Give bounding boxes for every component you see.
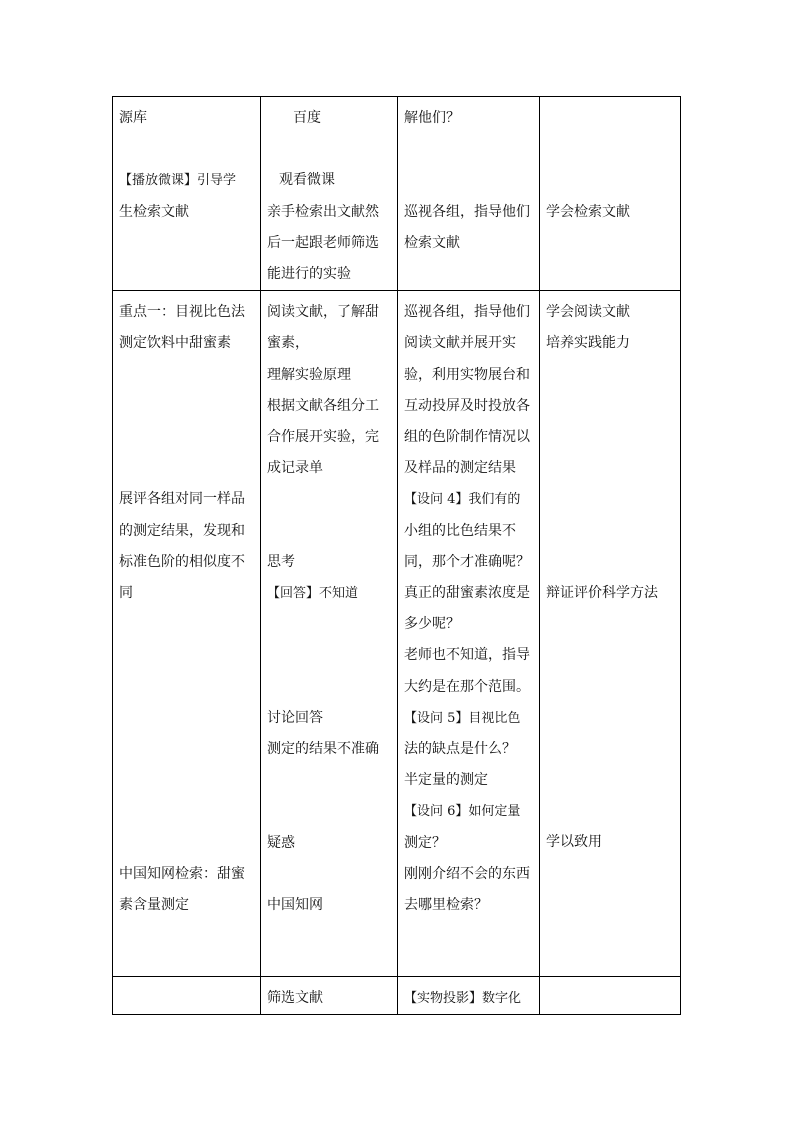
text-line: 同，那个才准确呢？ (404, 553, 530, 570)
text-line: 百度 (293, 110, 321, 126)
table-row (113, 97, 681, 291)
student-activity-cell (261, 291, 398, 977)
text-line: 培养实践能力 (546, 335, 630, 352)
text-line: 及样品的测定结果 (404, 460, 516, 477)
text-line: 老师也不知道，指导 (404, 647, 530, 664)
text-line: 阅读文献并展开实 (404, 335, 516, 352)
text-line: 组的色阶制作情况以 (404, 429, 530, 446)
text-line: 检索文献 (404, 234, 460, 251)
design-intent-cell (540, 291, 681, 977)
blank-line (546, 547, 674, 578)
blank-line (546, 765, 674, 796)
blank-line (546, 391, 674, 422)
text-line: 多少呢？ (404, 616, 460, 633)
blank-line (267, 672, 391, 703)
blank-line (546, 516, 674, 547)
blank-line (119, 703, 254, 734)
blank-line (546, 134, 674, 165)
lesson-plan-table (112, 96, 681, 1015)
blank-line (119, 422, 254, 453)
blank-line (119, 765, 254, 796)
blank-line (267, 484, 391, 515)
text-line: 测定？ (404, 834, 446, 851)
blank-line (119, 827, 254, 858)
text-line: 【实物投影】数字化 (404, 991, 522, 1007)
blank-line (546, 734, 674, 765)
blank-line (119, 672, 254, 703)
teacher-activity-cell (398, 977, 540, 1015)
text-line: 生检索文献 (119, 203, 189, 220)
text-line: 观看微课 (279, 172, 335, 189)
text-line: 验，利用实物展台和 (404, 366, 530, 383)
text-line: 标准色阶的相似度不 (119, 553, 245, 570)
table-row (113, 291, 681, 977)
design-intent-cell (540, 977, 681, 1015)
text-line: 成记录单 (267, 460, 323, 477)
blank-line (119, 360, 254, 391)
blank-line (267, 516, 391, 547)
blank-line (404, 165, 533, 196)
text-line: 小组的比色结果不 (404, 522, 516, 539)
content-cell (113, 291, 261, 977)
text-line: 半定量的测定 (404, 772, 488, 789)
text-line: 同 (119, 584, 133, 601)
text-line: 理解实验原理 (267, 366, 351, 383)
blank-line (119, 134, 254, 165)
blank-line (119, 796, 254, 827)
text-line: 的测定结果，发现和 (119, 522, 245, 539)
text-line: 去哪里检索？ (404, 897, 488, 914)
blank-line (119, 391, 254, 422)
teacher-activity-cell (398, 291, 540, 977)
text-line: 根据文献各组分工 (267, 397, 379, 414)
text-line: 巡视各组，指导他们 (404, 304, 530, 321)
text-line: 学以致用 (546, 834, 602, 851)
blank-line (546, 640, 674, 671)
design-intent-cell (540, 97, 681, 291)
content-cell (113, 97, 261, 291)
text-line: 蜜素， (267, 335, 309, 352)
text-line: 【设问 4】我们有的 (404, 492, 521, 508)
text-line: 素含量测定 (119, 896, 189, 913)
text-line: 能进行的实验 (267, 266, 351, 282)
text-line: 学会阅读文献 (546, 304, 630, 321)
blank-line (119, 734, 254, 765)
blank-line (546, 484, 674, 515)
student-activity-cell (261, 977, 398, 1015)
text-line: 解他们？ (404, 110, 460, 126)
blank-line (546, 422, 674, 453)
text-line: 测定的结果不准确 (267, 740, 379, 757)
text-line: 真正的甜蜜素浓度是 (404, 585, 530, 602)
blank-line (546, 796, 674, 827)
text-line: 后一起跟老师筛选 (267, 234, 379, 251)
blank-line (267, 796, 391, 827)
text-line: 合作展开实验，完 (267, 429, 379, 446)
blank-line (546, 672, 674, 703)
text-line: 亲手检索出文献然 (267, 203, 379, 220)
teacher-activity-cell (398, 97, 540, 291)
text-line: 巡视各组，指导他们 (404, 203, 530, 220)
text-line: 源库 (119, 110, 147, 126)
text-line: 阅读文献，了解甜 (267, 304, 379, 321)
text-line: 讨论回答 (267, 709, 323, 726)
text-line: 疑惑 (267, 834, 295, 851)
blank-line (267, 609, 391, 640)
blank-line (546, 609, 674, 640)
text-line: 【回答】不知道 (267, 586, 359, 601)
text-line: 测定饮料中甜蜜素 (119, 335, 231, 352)
blank-line (267, 859, 391, 890)
blank-line (267, 640, 391, 671)
text-line: 大约是在那个范围。 (404, 678, 530, 695)
text-line: 互动投屏及时投放各 (404, 397, 530, 414)
blank-line (546, 453, 674, 484)
text-line: 重点一：目视比色法 (119, 304, 245, 321)
blank-line (546, 703, 674, 734)
blank-line (119, 640, 254, 671)
text-line: 中国知网检索：甜蜜 (119, 865, 245, 882)
text-line: 法的缺点是什么？ (404, 741, 516, 758)
text-line: 刚刚介绍不会的东西 (404, 865, 530, 882)
text-line: 【播放微课】引导学 (119, 173, 237, 189)
text-line: 学会检索文献 (546, 203, 630, 220)
blank-line (546, 165, 674, 196)
student-activity-cell (261, 97, 398, 291)
blank-line (119, 453, 254, 484)
content-cell (113, 977, 261, 1015)
blank-line (546, 360, 674, 391)
text-line: 【设问 6】如何定量 (404, 804, 521, 820)
text-line: 思考 (267, 553, 295, 570)
text-line: 展评各组对同一样品 (119, 491, 245, 508)
blank-line (546, 103, 674, 134)
blank-line (119, 609, 254, 640)
text-line: 中国知网 (267, 896, 323, 913)
blank-line (404, 134, 533, 165)
text-line: 筛选文献 (267, 990, 323, 1007)
blank-line (267, 765, 391, 796)
blank-line (267, 134, 391, 165)
table-row (113, 977, 681, 1015)
text-line: 辩证评价科学方法 (546, 584, 658, 601)
text-line: 【设问 5】目视比色 (404, 710, 521, 726)
